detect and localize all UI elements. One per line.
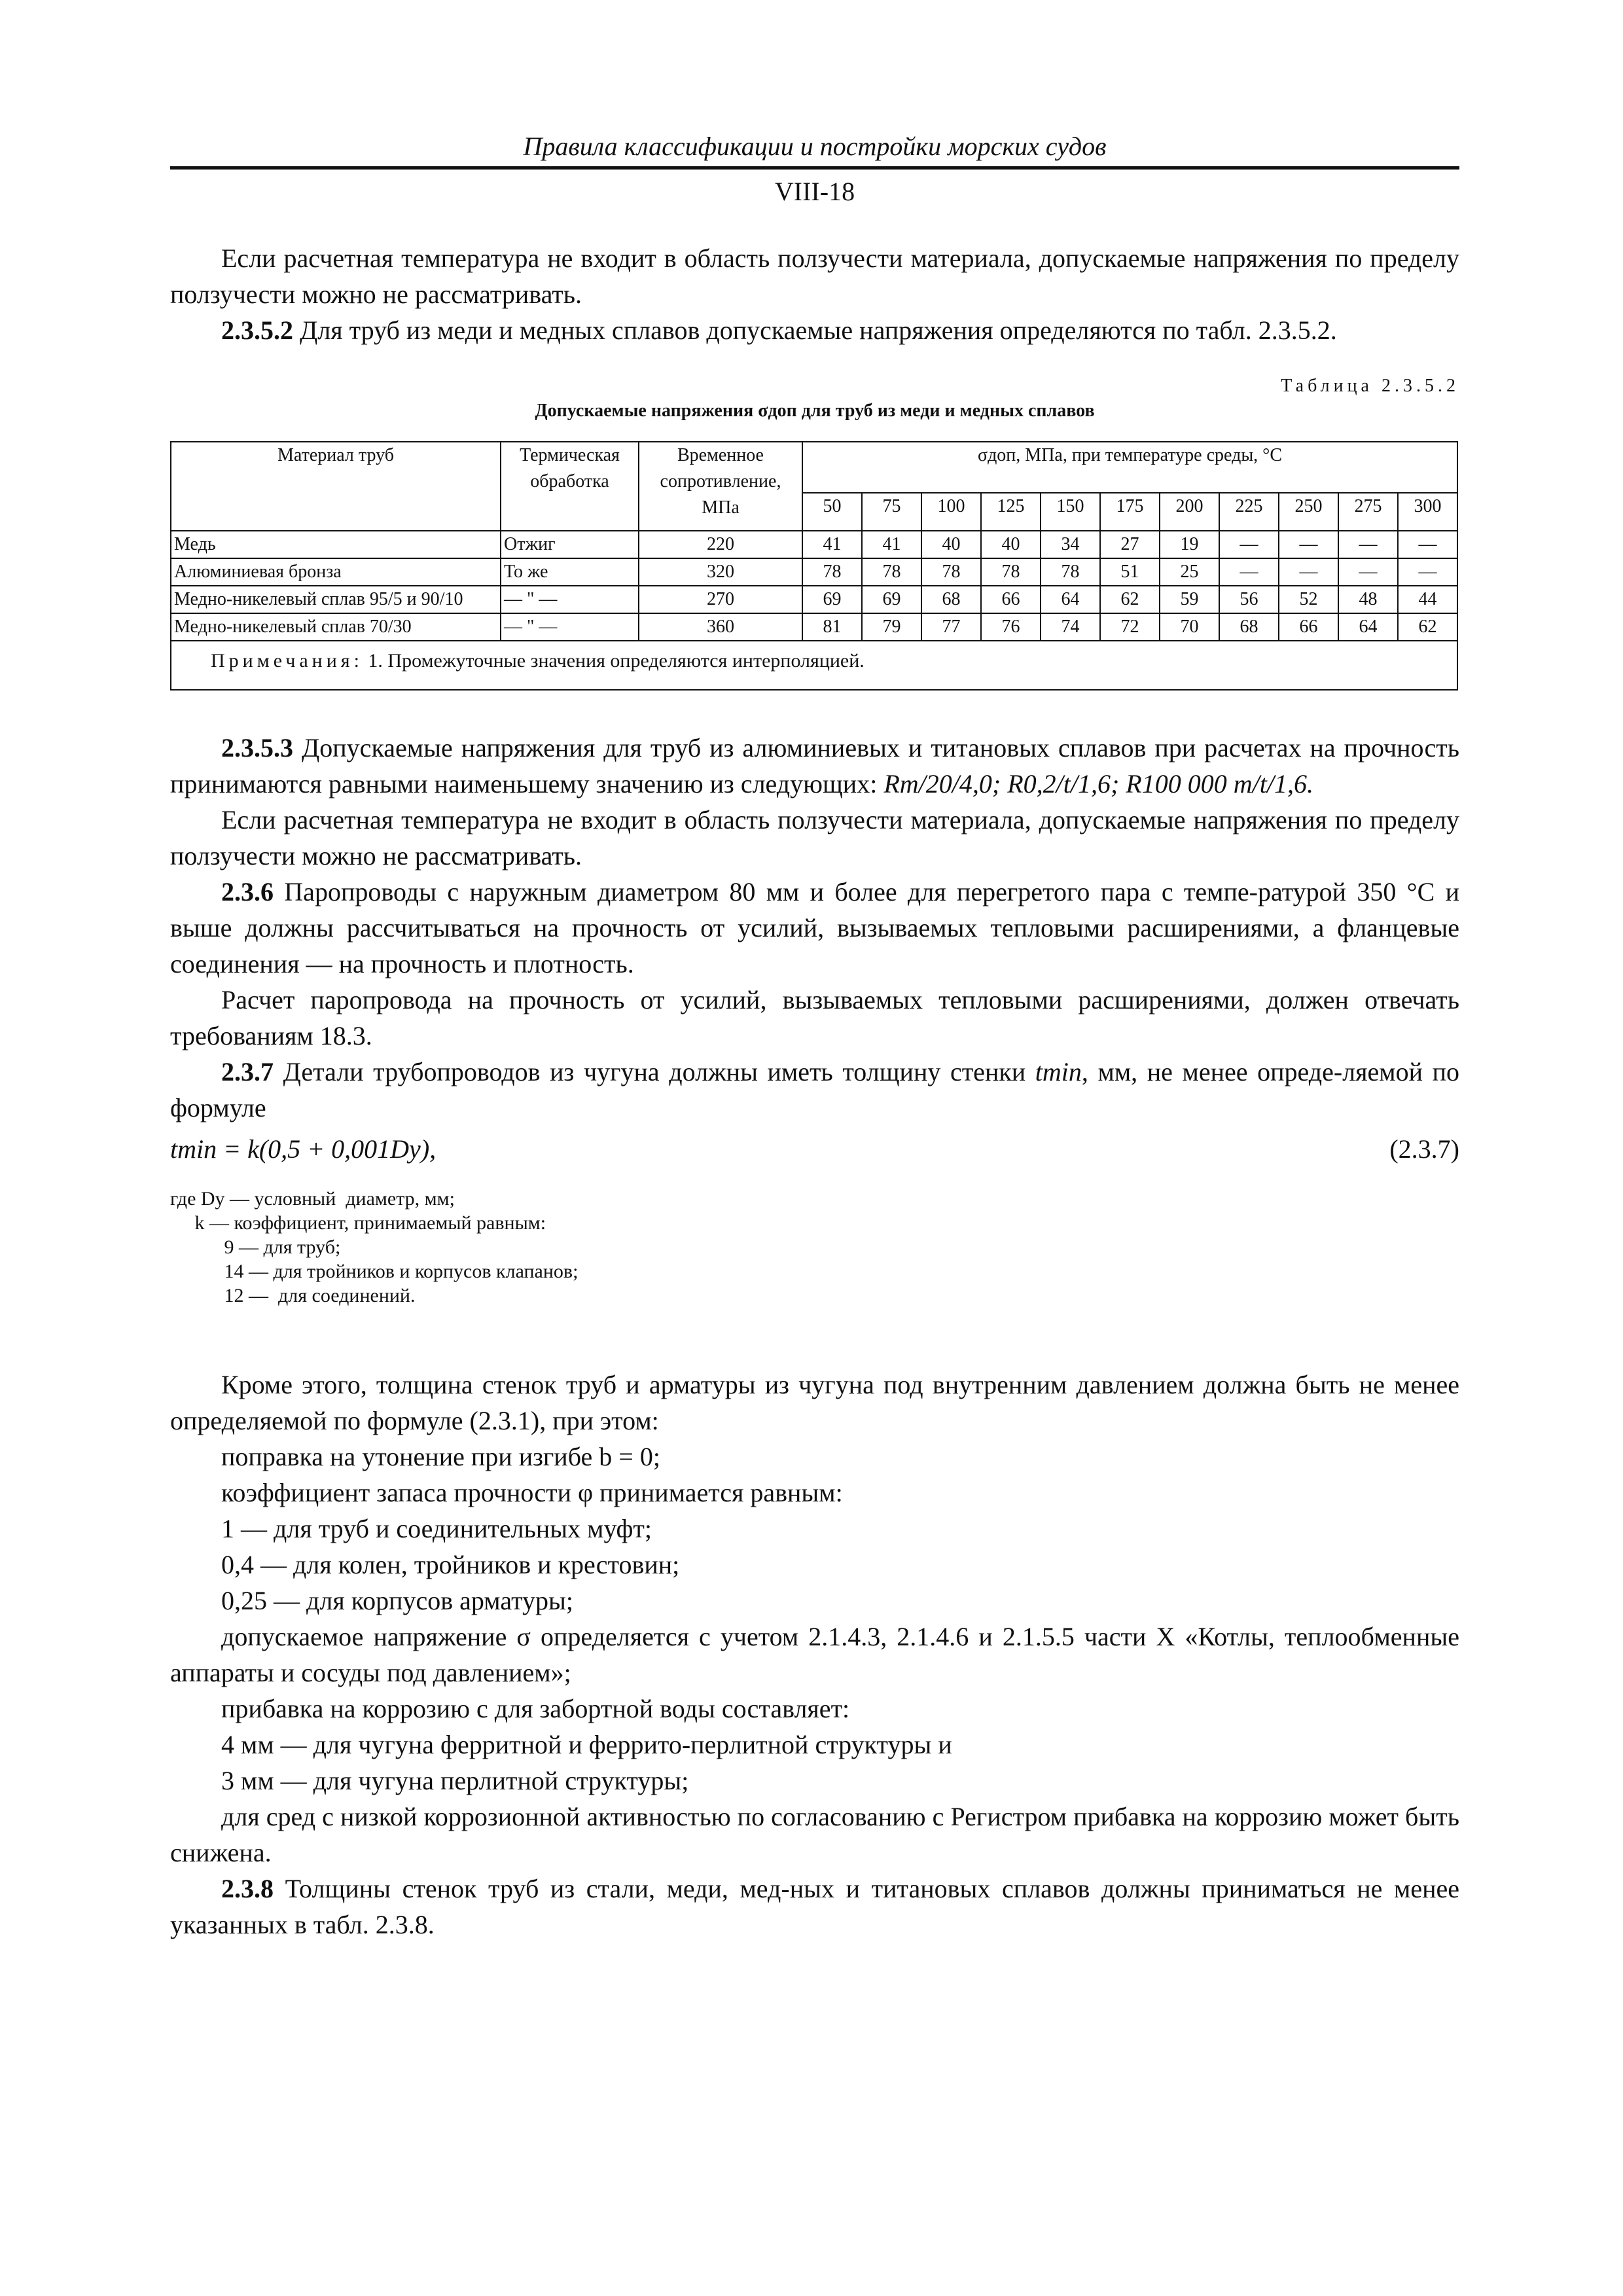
legend-line: k — коэффициент, принимаемый равным: [170, 1212, 546, 1234]
cell-stress: 27 [1100, 531, 1160, 558]
cell-stress: 41 [802, 531, 862, 558]
cell-stress: 69 [862, 586, 921, 613]
running-header [170, 131, 1459, 207]
cell-stress: 68 [1219, 613, 1279, 641]
cell-stress: 51 [1100, 558, 1160, 586]
formula-text: tmin = k(0,5 + 0,001Dy), [170, 1134, 437, 1164]
cell-strength: 220 [639, 531, 802, 558]
cell-stress: 76 [981, 613, 1041, 641]
header-title: Правила классификации и постройки морских судов [523, 132, 1107, 161]
cell-treatment: — " — [501, 586, 639, 613]
paragraph-17: 3 мм — для чугуна перлитной структуры; [221, 1766, 689, 1795]
paragraph-16: 4 мм — для чугуна ферритной и феррито-перлитной структуры и [221, 1730, 952, 1759]
formula-number: (2.3.7) [1389, 1134, 1459, 1164]
cell-stress: 40 [981, 531, 1041, 558]
table-row [171, 531, 1457, 558]
cell-stress: 74 [1041, 613, 1100, 641]
cell-treatment: То же [501, 558, 639, 586]
cell-stress: 48 [1338, 586, 1398, 613]
cell-stress: 79 [862, 613, 921, 641]
cell-stress: — [1398, 558, 1457, 586]
cell-material: Медно-никелевый сплав 95/5 и 90/10 [171, 586, 501, 613]
temp-header: 300 [1398, 493, 1457, 531]
temp-header: 175 [1100, 493, 1160, 531]
table-caption: Допускаемые напряжения σдоп для труб из меди и медных сплавов [535, 401, 1095, 421]
col-strength: Временное сопротивление, МПа [639, 442, 802, 531]
paragraph-2-3-7 [170, 1054, 1459, 1126]
paragraph-2-3-5-2 [170, 312, 1459, 348]
temp-header: 100 [921, 493, 981, 531]
cell-stress: 64 [1041, 586, 1100, 613]
cell-stress: 52 [1279, 586, 1338, 613]
table-row [171, 613, 1457, 641]
cell-material: Алюминиевая бронза [171, 558, 501, 586]
paragraph-10: коэффициент запаса прочности φ принимается равным: [221, 1478, 843, 1507]
paragraph-2-3-8 [170, 1871, 1459, 1943]
temp-header: 275 [1338, 493, 1398, 531]
paragraph-8: Кроме этого, толщина стенок труб и арматуры из чугуна под внутренним давлением должна быть не менее определяемой по формуле (2.3.1), при этом: [170, 1370, 1459, 1435]
paragraph-18: для сред с низкой коррозионной активностью по согласованию с Регистром прибавка на коррозию может быть снижена. [170, 1802, 1459, 1867]
cell-stress: 78 [1041, 558, 1100, 586]
cell-material: Медь [171, 531, 501, 558]
legend-line: 9 — для труб; [170, 1236, 341, 1258]
legend-line: 12 — для соединений. [170, 1285, 416, 1306]
table-row [171, 558, 1457, 586]
cell-stress: 62 [1100, 586, 1160, 613]
clause-text: Паропроводы с наружным диаметром 80 мм и более для перегретого пара с темпе-ратурой 350 °С и выше должны рассчитываться на прочность от усилий, вызываемых тепловыми расширениями, а фланцевые соединения — на прочность и плотность. [170, 877, 1459, 978]
paragraph-13: 0,25 — для корпусов арматуры; [221, 1586, 574, 1615]
paragraph-12: 0,4 — для колен, тройников и крестовин; [221, 1550, 680, 1579]
formula-inline-2: R0,2/t/1,6; [1007, 769, 1120, 798]
clause-text: Детали трубопроводов из чугуна должны иметь толщину стенки [274, 1057, 1035, 1086]
paragraph-14: допускаемое напряжение σ определяется с учетом 2.1.4.3, 2.1.4.6 и 2.1.5.5 части X «Котлы, теплообменные аппараты и сосуды под давлением»; [170, 1622, 1459, 1687]
legend-line: 14 — для тройников и корпусов клапанов; [170, 1261, 579, 1282]
cell-stress: 78 [802, 558, 862, 586]
cell-strength: 360 [639, 613, 802, 641]
cell-stress: — [1219, 531, 1279, 558]
cell-stress: 66 [1279, 613, 1338, 641]
cell-stress: 70 [1160, 613, 1219, 641]
cell-stress: 64 [1338, 613, 1398, 641]
clause-text: Толщины стенок труб из стали, меди, мед-ных и титановых сплавов должны приниматься не менее указанных в табл. 2.3.8. [170, 1874, 1459, 1939]
temp-header: 225 [1219, 493, 1279, 531]
cell-stress: — [1279, 558, 1338, 586]
cell-stress: 56 [1219, 586, 1279, 613]
table-label: Таблица 2.3.5.2 [1281, 376, 1459, 396]
cell-stress: 34 [1041, 531, 1100, 558]
cell-strength: 270 [639, 586, 802, 613]
cell-stress: 68 [921, 586, 981, 613]
document-page [170, 131, 1459, 1943]
temp-header: 250 [1279, 493, 1338, 531]
cell-stress: 44 [1398, 586, 1457, 613]
clause-number: 2.3.7 [221, 1057, 274, 1086]
note-text: 1. Промежуточные значения определяются интерполяцией. [363, 650, 865, 672]
cell-stress: 81 [802, 613, 862, 641]
col-treatment: Термическая обработка [501, 442, 639, 531]
formula-legend [170, 1187, 1459, 1308]
cell-material: Медно-никелевый сплав 70/30 [171, 613, 501, 641]
clause-number: 2.3.5.3 [221, 733, 293, 762]
paragraph-1: Если расчетная температура не входит в область ползучести материала, допускаемые напряжения по пределу ползучести можно не рассматривать. [170, 243, 1459, 309]
paragraph-11: 1 — для труб и соединительных муфт; [221, 1514, 652, 1543]
temp-header: 75 [862, 493, 921, 531]
paragraph-2-3-5-3 [170, 730, 1459, 802]
clause-text: Для труб из меди и медных сплавов допускаемые напряжения определяются по табл. 2.3.5.2. [293, 315, 1337, 345]
cell-stress: 72 [1100, 613, 1160, 641]
cell-stress: 78 [862, 558, 921, 586]
variable-tmin: tmin [1035, 1057, 1082, 1086]
clause-number: 2.3.5.2 [221, 315, 293, 345]
cell-stress: — [1219, 558, 1279, 586]
formula-inline-3: R100 000 m/t/1,6. [1126, 769, 1313, 798]
cell-stress: 25 [1160, 558, 1219, 586]
paragraph-6: Расчет паропровода на прочность от усилий, вызываемых тепловыми расширениями, должен отвечать требованиям 18.3. [170, 985, 1459, 1050]
clause-number: 2.3.8 [221, 1874, 274, 1903]
cell-stress: 59 [1160, 586, 1219, 613]
cell-stress: 69 [802, 586, 862, 613]
cell-stress: — [1338, 531, 1398, 558]
cell-stress: 62 [1398, 613, 1457, 641]
cell-treatment: Отжиг [501, 531, 639, 558]
page-number: VIII-18 [774, 177, 855, 206]
cell-stress: — [1279, 531, 1338, 558]
cell-stress: 66 [981, 586, 1041, 613]
cell-stress: — [1398, 531, 1457, 558]
cell-stress: 40 [921, 531, 981, 558]
stress-table [170, 441, 1458, 691]
clause-text-end: , мм, не менее опреде-ляемой по формуле [170, 1057, 1459, 1122]
cell-treatment: — " — [501, 613, 639, 641]
paragraph-9: поправка на утонение при изгибе b = 0; [221, 1442, 660, 1471]
cell-stress: 78 [921, 558, 981, 586]
paragraph-15: прибавка на коррозию c для забортной воды составляет: [221, 1694, 850, 1723]
table-row [171, 586, 1457, 613]
temp-header: 150 [1041, 493, 1100, 531]
temp-header: 125 [981, 493, 1041, 531]
formula-2-3-7 [170, 1131, 1459, 1167]
paragraph-4: Если расчетная температура не входит в область ползучести материала, допускаемые напряжения по пределу ползучести можно не рассматривать. [170, 805, 1459, 870]
cell-stress: 19 [1160, 531, 1219, 558]
col-material: Материал труб [171, 442, 501, 531]
header-rule [170, 166, 1459, 170]
legend-line: где Dy — условный диаметр, мм; [170, 1188, 455, 1210]
cell-stress: 41 [862, 531, 921, 558]
note-label: Примечания: [211, 650, 363, 672]
cell-stress: 77 [921, 613, 981, 641]
cell-stress: — [1338, 558, 1398, 586]
table-note [171, 641, 1457, 690]
temp-header: 200 [1160, 493, 1219, 531]
clause-text: Допускаемые напряжения для труб из алюминиевых и титановых сплавов при расчетах на прочность принимаются равными наименьшему значению из следующих: [170, 733, 1459, 798]
temp-header: 50 [802, 493, 862, 531]
col-stress-group: σдоп, МПа, при температуре среды, °С [802, 442, 1457, 493]
cell-strength: 320 [639, 558, 802, 586]
paragraph-2-3-6 [170, 874, 1459, 982]
clause-number: 2.3.6 [221, 877, 274, 906]
formula-inline-1: Rm/20/4,0; [883, 769, 1001, 798]
cell-stress: 78 [981, 558, 1041, 586]
